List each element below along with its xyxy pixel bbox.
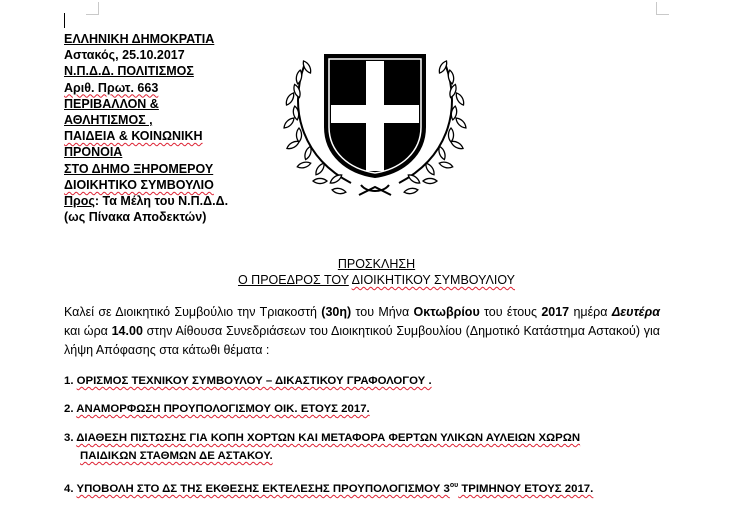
agenda-item-text: ΥΠΟΒΟΛΗ ΣΤΟ ΔΣ ΤΗΣ ΕΚΘΕΣΗΣ ΕΚΤΕΛΕΣΗΣ ΠΡΟΥΠΟΛΟΓΙΣΜΟΥ 3 <box>76 482 450 495</box>
document-title <box>0 256 753 272</box>
agenda-item-3 <box>64 429 664 465</box>
agenda-item-text: ΟΡΙΣΜΟΣ ΤΕΧΝΙΚΟΥ ΣΥΜΒΟΥΛΟΥ – ΔΙΚΑΣΤΙΚΟΥ ΓΡΑΦΟΛΟΓΟΥ . <box>76 375 432 387</box>
agenda-item-number: 1. <box>64 375 74 387</box>
body-time: 14.00 <box>111 324 143 338</box>
body-text-6: στην Αίθουσα Συνεδριάσεων του Διοικητικού Συμβουλίου (Δημοτικό Κατάστημα Αστακού) για λήψη Απόφασης στα κάτωθι θέματα : <box>64 324 660 357</box>
coat-of-arms-emblem <box>283 17 467 205</box>
header-line-11a: Προς <box>64 194 95 209</box>
page-corner-mark-top-left <box>86 2 99 15</box>
document-subtitle <box>0 272 753 288</box>
agenda-item-1 <box>64 372 664 390</box>
body-text-1: Καλεί σε Διοικητικό Συμβούλιο την Τριακοστή <box>64 305 322 319</box>
header-line-4: Αριθ. Πρωτ. 663 <box>64 80 159 95</box>
body-year: 2017 <box>541 305 570 319</box>
subtitle-board: ΔΙΟΙΚΗΤΙΚΟΥ ΣΥΜΒΟΥΛΙΟΥ <box>351 273 516 287</box>
header-line-7: ΠΑΙΔΕΙΑ & ΚΟΙΝΩΝΙΚΗ <box>64 129 203 144</box>
page-corner-mark-top-right <box>656 2 669 15</box>
agenda-item-text: ΑΝΑΜΟΡΦΩΣΗ ΠΡΟΥΠΟΛΟΓΙΣΜΟΥ ΟΙΚ. ΕΤΟΥΣ 2017. <box>76 403 370 415</box>
header-line-3: Ν.Π.Δ.Δ. ΠΟΛΙΤΙΣΜΟΣ <box>64 64 194 79</box>
sender-header <box>64 31 294 225</box>
header-line-11b: : Τα Μέλη του Ν.Π.Δ.Δ. <box>94 194 229 209</box>
agenda-item-2 <box>64 400 664 418</box>
body-ordinal: (30η) <box>321 305 352 319</box>
subtitle-president: Ο ΠΡΟΕΔΡΟΣ ΤΟΥ <box>237 273 349 287</box>
agenda-item-number: 2. <box>64 403 74 415</box>
agenda-item-text-end: ΤΡΙΜΗΝΟΥ ΕΤΟΥΣ 2017. <box>458 482 594 495</box>
agenda-item-4 <box>64 477 664 498</box>
text-cursor <box>64 13 65 28</box>
body-weekday: Δευτέρα <box>611 305 660 319</box>
header-line-6: ΑΘΛΗΤΙΣΜΟΣ , <box>64 113 153 128</box>
header-line-5: ΠΕΡΙΒΑΛΛΟΝ & <box>64 96 159 111</box>
header-line-12: (ως Πίνακα Αποδεκτών) <box>64 210 207 225</box>
agenda-item-number: 4. <box>64 482 74 495</box>
agenda-item-number: 3. <box>64 432 74 444</box>
body-text-5: και ώρα <box>64 324 112 338</box>
agenda-item-superscript: ου <box>449 482 459 489</box>
header-line-9: ΣΤΟ ΔΗΜΟ ΞΗΡΟΜΕΡΟΥ <box>64 161 214 176</box>
invitation-title: ΠΡΟΣΚΛΗΣΗ <box>337 257 416 271</box>
header-line-10: ΔΙΟΙΚΗΤΙΚΟ ΣΥΜΒΟΥΛΙΟ <box>64 177 214 192</box>
invitation-paragraph <box>64 303 660 360</box>
agenda-item-text-continued: ΠΑΙΔΙΚΩΝ ΣΤΑΘΜΩΝ ΔΕ ΑΣΤΑΚΟΥ. <box>80 450 273 462</box>
header-line-8: ΠΡΟΝΟΙΑ <box>64 145 123 160</box>
body-text-4: ημέρα <box>569 305 612 319</box>
body-text-2: του Μήνα <box>351 305 414 319</box>
body-text-3: του έτους <box>479 305 542 319</box>
header-line-2: Αστακός, 25.10.2017 <box>64 48 185 63</box>
header-line-1: ΕΛΛΗΝΙΚΗ ΔΗΜΟΚΡΑΤΙΑ <box>64 32 215 46</box>
agenda-item-text: ΔΙΑΘΕΣΗ ΠΙΣΤΩΣΗΣ ΓΙΑ ΚΟΠΗ ΧΟΡΤΩΝ ΚΑΙ ΜΕΤΑΦΟΡΑ ΦΕΡΤΩΝ ΥΛΙΚΩΝ ΑΥΛΕΙΩΝ ΧΩΡΩΝ <box>76 432 581 444</box>
body-month: Οκτωβρίου <box>413 305 480 319</box>
